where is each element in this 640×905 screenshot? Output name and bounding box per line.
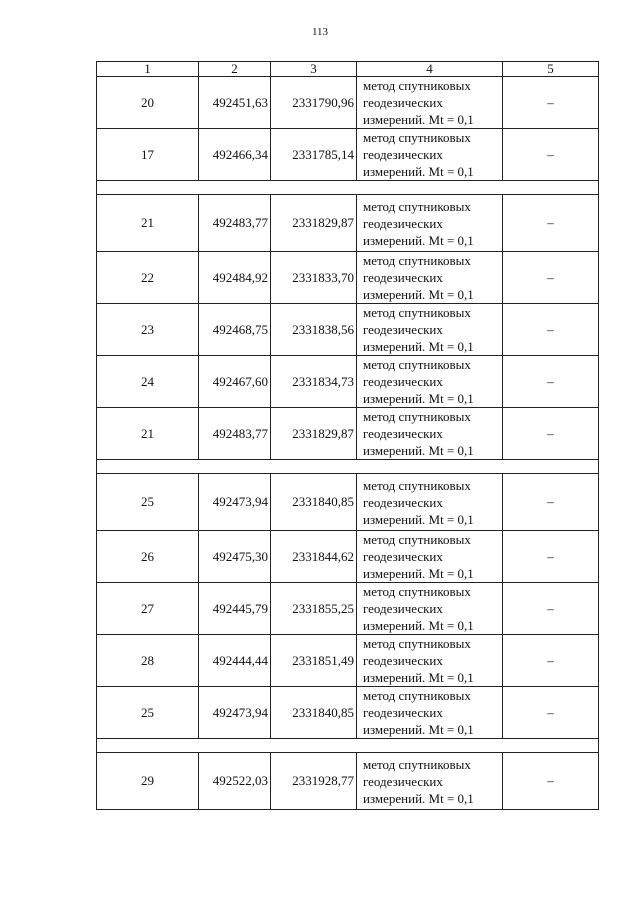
table-row	[97, 635, 599, 687]
note-cell: –	[503, 753, 599, 810]
method-cell	[357, 356, 503, 408]
separator-cell	[97, 460, 599, 474]
method-line: геодезических	[363, 322, 443, 337]
x-coordinate-cell: 492483,77	[199, 195, 271, 252]
separator-cell	[97, 181, 599, 195]
method-line: метод спутниковых	[363, 78, 471, 93]
method-line: метод спутниковых	[363, 409, 471, 424]
method-cell	[357, 635, 503, 687]
x-coordinate-cell: 492467,60	[199, 356, 271, 408]
method-line: метод спутниковых	[363, 253, 471, 268]
note-cell: –	[503, 635, 599, 687]
note-cell: –	[503, 304, 599, 356]
point-number-cell: 21	[97, 195, 199, 252]
method-line: геодезических	[363, 601, 443, 616]
y-coordinate-cell: 2331840,85	[271, 687, 357, 739]
method-line: геодезических	[363, 374, 443, 389]
y-coordinate-cell: 2331785,14	[271, 129, 357, 181]
method-line: измерений. Mt = 0,1	[363, 618, 474, 633]
table-row	[97, 408, 599, 460]
method-line: метод спутниковых	[363, 636, 471, 651]
note-cell: –	[503, 531, 599, 583]
method-line: геодезических	[363, 95, 443, 110]
y-coordinate-cell: 2331928,77	[271, 753, 357, 810]
method-line: геодезических	[363, 494, 443, 510]
y-coordinate-cell: 2331833,70	[271, 252, 357, 304]
method-line: измерений. Mt = 0,1	[363, 339, 474, 354]
x-coordinate-cell: 492522,03	[199, 753, 271, 810]
method-cell	[357, 687, 503, 739]
coordinates-table	[96, 61, 599, 810]
table-row	[97, 304, 599, 356]
note-cell: –	[503, 356, 599, 408]
point-number-cell: 24	[97, 356, 199, 408]
table-row	[97, 687, 599, 739]
y-coordinate-cell: 2331855,25	[271, 583, 357, 635]
point-number-cell: 29	[97, 753, 199, 810]
y-coordinate-cell: 2331829,87	[271, 195, 357, 252]
y-coordinate-cell: 2331851,49	[271, 635, 357, 687]
column-header-2: 2	[199, 62, 271, 77]
note-cell: –	[503, 129, 599, 181]
x-coordinate-cell: 492473,94	[199, 687, 271, 739]
method-cell	[357, 252, 503, 304]
table-row	[97, 129, 599, 181]
column-header-4: 4	[357, 62, 503, 77]
x-coordinate-cell: 492468,75	[199, 304, 271, 356]
y-coordinate-cell: 2331844,62	[271, 531, 357, 583]
table-separator-row	[97, 460, 599, 474]
table-header-row	[97, 62, 599, 77]
method-line: геодезических	[363, 705, 443, 720]
method-cell	[357, 753, 503, 810]
method-cell	[357, 583, 503, 635]
method-line: измерений. Mt = 0,1	[363, 443, 474, 458]
point-number-cell: 26	[97, 531, 199, 583]
method-line: геодезических	[363, 653, 443, 668]
x-coordinate-cell: 492483,77	[199, 408, 271, 460]
method-line: измерений. Mt = 0,1	[363, 287, 474, 302]
y-coordinate-cell: 2331840,85	[271, 474, 357, 531]
point-number-cell: 17	[97, 129, 199, 181]
note-cell: –	[503, 408, 599, 460]
point-number-cell: 25	[97, 687, 199, 739]
method-line: измерений. Mt = 0,1	[363, 511, 474, 527]
method-cell	[357, 304, 503, 356]
point-number-cell: 20	[97, 77, 199, 129]
method-line: геодезических	[363, 549, 443, 564]
table-separator-row	[97, 181, 599, 195]
method-line: измерений. Mt = 0,1	[363, 164, 474, 179]
method-line: метод спутниковых	[363, 584, 471, 599]
method-line: геодезических	[363, 270, 443, 285]
table-body	[97, 77, 599, 810]
point-number-cell: 21	[97, 408, 199, 460]
note-cell: –	[503, 474, 599, 531]
method-cell	[357, 531, 503, 583]
x-coordinate-cell: 492466,34	[199, 129, 271, 181]
method-cell	[357, 408, 503, 460]
point-number-cell: 28	[97, 635, 199, 687]
x-coordinate-cell: 492475,30	[199, 531, 271, 583]
table-row	[97, 474, 599, 531]
method-cell	[357, 77, 503, 129]
page-number: 113	[311, 26, 329, 38]
note-cell: –	[503, 252, 599, 304]
note-cell: –	[503, 687, 599, 739]
method-cell	[357, 474, 503, 531]
x-coordinate-cell: 492445,79	[199, 583, 271, 635]
note-cell: –	[503, 583, 599, 635]
method-line: геодезических	[363, 147, 443, 162]
note-cell: –	[503, 77, 599, 129]
method-line: метод спутниковых	[363, 477, 471, 493]
table-row	[97, 356, 599, 408]
x-coordinate-cell: 492484,92	[199, 252, 271, 304]
method-cell	[357, 195, 503, 252]
table-row	[97, 531, 599, 583]
method-line: измерений. Mt = 0,1	[363, 232, 474, 248]
point-number-cell: 27	[97, 583, 199, 635]
note-cell: –	[503, 195, 599, 252]
method-line: измерений. Mt = 0,1	[363, 722, 474, 737]
point-number-cell: 23	[97, 304, 199, 356]
y-coordinate-cell: 2331838,56	[271, 304, 357, 356]
table-row	[97, 252, 599, 304]
x-coordinate-cell: 492444,44	[199, 635, 271, 687]
method-line: измерений. Mt = 0,1	[363, 566, 474, 581]
method-line: метод спутниковых	[363, 305, 471, 320]
point-number-cell: 25	[97, 474, 199, 531]
method-line: метод спутниковых	[363, 130, 471, 145]
y-coordinate-cell: 2331829,87	[271, 408, 357, 460]
table-row	[97, 195, 599, 252]
method-line: измерений. Mt = 0,1	[363, 112, 474, 127]
method-line: геодезических	[363, 773, 443, 789]
column-header-1: 1	[97, 62, 199, 77]
x-coordinate-cell: 492451,63	[199, 77, 271, 129]
method-line: измерений. Mt = 0,1	[363, 790, 474, 806]
column-header-5: 5	[503, 62, 599, 77]
method-line: метод спутниковых	[363, 688, 471, 703]
column-header-3: 3	[271, 62, 357, 77]
table-row	[97, 753, 599, 810]
method-cell	[357, 129, 503, 181]
method-line: метод спутниковых	[363, 198, 471, 214]
method-line: измерений. Mt = 0,1	[363, 391, 474, 406]
method-line: метод спутниковых	[363, 756, 471, 772]
method-line: метод спутниковых	[363, 532, 471, 547]
y-coordinate-cell: 2331834,73	[271, 356, 357, 408]
method-line: измерений. Mt = 0,1	[363, 670, 474, 685]
table-row	[97, 77, 599, 129]
separator-cell	[97, 739, 599, 753]
method-line: геодезических	[363, 426, 443, 441]
table-separator-row	[97, 739, 599, 753]
y-coordinate-cell: 2331790,96	[271, 77, 357, 129]
x-coordinate-cell: 492473,94	[199, 474, 271, 531]
method-line: метод спутниковых	[363, 357, 471, 372]
table-row	[97, 583, 599, 635]
point-number-cell: 22	[97, 252, 199, 304]
method-line: геодезических	[363, 215, 443, 231]
